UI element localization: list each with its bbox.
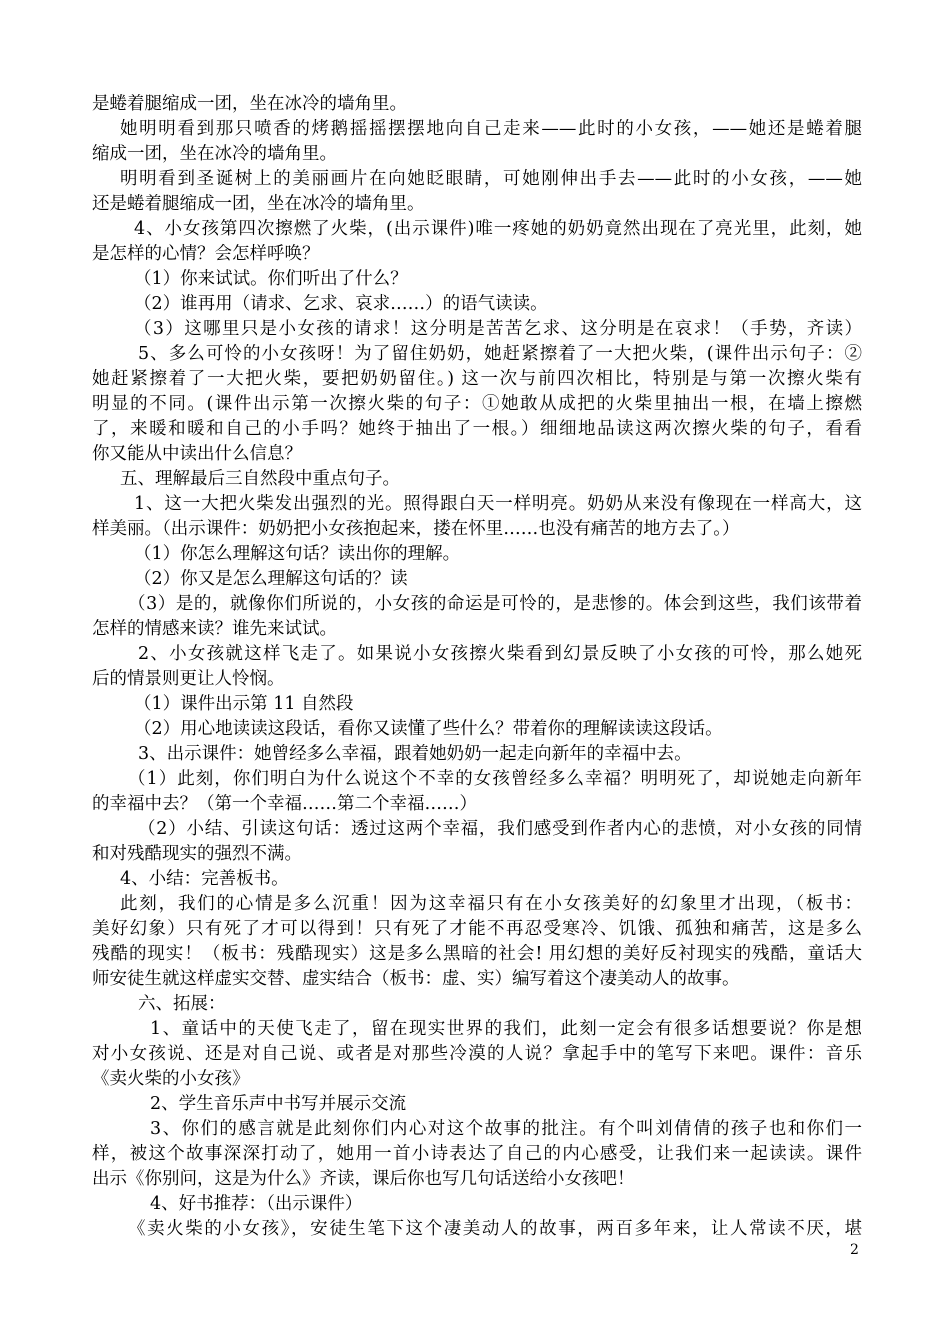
text-line: 出示《你别问，这是为什么》齐读，课后你也写几句话送给小女孩吧！ bbox=[92, 1169, 635, 1189]
text-line: 她明明看到那只喷香的烤鹅摇摇摆摆地向自己走来——此时的小女孩，——她还是蜷着腿 bbox=[120, 119, 862, 139]
text-line: 样，被这个故事深深打动了，她用一首小诗表达了自己的内心感受，让我们来一起读读。课件 bbox=[92, 1144, 862, 1164]
text-line: 怎样的情感来读？谁先来试试。 bbox=[92, 619, 337, 639]
text-line: 1、这一大把火柴发出强烈的光。照得跟白天一样明亮。奶奶从来没有像现在一样高大，这 bbox=[134, 494, 862, 514]
text-line: 缩成一团，坐在冰冷的墙角里。 bbox=[92, 144, 337, 164]
text-line: 2、小女孩就这样飞走了。如果说小女孩擦火柴看到幻景反映了小女孩的可怜，那么她死 bbox=[138, 644, 862, 664]
text-line: 此刻，我们的心情是多么沉重！因为这幸福只有在小女孩美好的幻象里才出现，（板书： bbox=[120, 894, 862, 914]
text-line: 她赶紧擦着了一大把火柴，要把奶奶留住。) 这一次与前四次相比，特别是与第一次擦火柴有 bbox=[92, 369, 862, 389]
text-line: 五、理解最后三自然段中重点句子。 bbox=[120, 469, 400, 489]
text-line: 的幸福中去？（第一个幸福……第二个幸福……） bbox=[92, 794, 477, 814]
text-line: 和对残酷现实的强烈不满。 bbox=[92, 844, 302, 864]
text-line: 《卖火柴的小女孩》 bbox=[92, 1069, 250, 1089]
text-line: 是蜷着腿缩成一团，坐在冰冷的墙角里。 bbox=[92, 94, 407, 114]
text-line: （1）此刻，你们明白为什么说这个不幸的女孩曾经多么幸福？明明死了，却说她走向新年 bbox=[128, 769, 862, 789]
text-line: 你又能从中读出什么信息？ bbox=[92, 444, 302, 464]
text-line: 六、拓展： bbox=[138, 994, 226, 1014]
text-line: 美好幻象）只有死了才可以得到！只有死了才能不再忍受寒冷、饥饿、孤独和痛苦，这是多么 bbox=[92, 919, 862, 939]
text-line: 师安徒生就这样虚实交替、虚实结合（板书：虚、实）编写着这个凄美动人的故事。 bbox=[92, 969, 740, 989]
text-line: 《卖火柴的小女孩》，安徒生笔下这个凄美动人的故事，两百多年来，让人常读不厌，堪 bbox=[128, 1219, 862, 1239]
text-line: （3）这哪里只是小女孩的请求！这分明是苦苦乞求、这分明是在哀求！（手势，齐读） bbox=[134, 319, 862, 339]
text-line: 了，来暖和暖和自己的小手吗？她终于抽出了一根。）细细地品读这两次擦火柴的句子，看看 bbox=[92, 419, 862, 439]
text-line: （2）小结、引读这句话：透过这两个幸福，我们感受到作者内心的悲愤，对小女孩的同情 bbox=[138, 819, 862, 839]
text-line: 明明看到圣诞树上的美丽画片在向她眨眼睛，可她刚伸出手去——此时的小女孩，——她 bbox=[120, 169, 862, 189]
document-body bbox=[92, 92, 862, 1242]
text-line: 后的情景则更让人怜悯。 bbox=[92, 669, 285, 689]
text-line: 1、童话中的天使飞走了，留在现实世界的我们，此刻一定会有很多话想要说？你是想 bbox=[150, 1019, 862, 1039]
text-line: 明显的不同。(课件出示第一次擦火柴的句子：①她敢从成把的火柴里抽出一根，在墙上擦燃 bbox=[92, 394, 862, 414]
text-line: 残酷的现实！（板书：残酷现实）这是多么黑暗的社会! 用幻想的美好反衬现实的残酷，童话大 bbox=[92, 944, 862, 964]
text-line: （1）课件出示第 11 自然段 bbox=[134, 694, 354, 714]
text-line: 是怎样的心情？会怎样呼唤？ bbox=[92, 244, 320, 264]
text-line: 5、多么可怜的小女孩呀！为了留住奶奶，她赶紧擦着了一大把火柴，(课件出示句子：② bbox=[138, 344, 862, 364]
text-line: 还是蜷着腿缩成一团，坐在冰冷的墙角里。 bbox=[92, 194, 425, 214]
text-line: 4、好书推荐：（出示课件） bbox=[150, 1194, 363, 1214]
text-line: （3）是的，就像你们所说的，小女孩的命运是可怜的，是悲惨的。体会到这些，我们该带着 bbox=[128, 594, 862, 614]
text-line: 对小女孩说、还是对自己说、或者是对那些冷漠的人说？拿起手中的笔写下来吧。课件：音乐 bbox=[92, 1044, 862, 1064]
text-line: （1）你来试试。你们听出了什么？ bbox=[134, 269, 408, 289]
text-line: 4、小女孩第四次擦燃了火柴，(出示课件)唯一疼她的奶奶竟然出现在了亮光里，此刻，她 bbox=[134, 219, 862, 239]
text-line: （1）你怎么理解这句话？读出你的理解。 bbox=[134, 544, 461, 564]
text-line: （2）用心地读读这段话，看你又读懂了些什么？带着你的理解读读这段话。 bbox=[134, 719, 723, 739]
text-line: 3、你们的感言就是此刻你们内心对这个故事的批注。有个叫刘倩倩的孩子也和你们一 bbox=[150, 1119, 862, 1139]
text-line: 2、学生音乐声中书写并展示交流 bbox=[150, 1094, 407, 1114]
page-number: 2 bbox=[850, 1242, 859, 1258]
text-line: 3、出示课件：她曾经多么幸福，跟着她奶奶一起走向新年的幸福中去。 bbox=[138, 744, 692, 764]
text-line: （2）你又是怎么理解这句话的？读 bbox=[134, 569, 408, 589]
text-line: （2）谁再用（请求、乞求、哀求……）的语气读读。 bbox=[134, 294, 548, 314]
text-line: 4、小结：完善板书。 bbox=[120, 869, 289, 889]
text-line: 样美丽。（出示课件：奶奶把小女孩抱起来，搂在怀里……也没有痛苦的地方去了。） bbox=[92, 519, 740, 539]
